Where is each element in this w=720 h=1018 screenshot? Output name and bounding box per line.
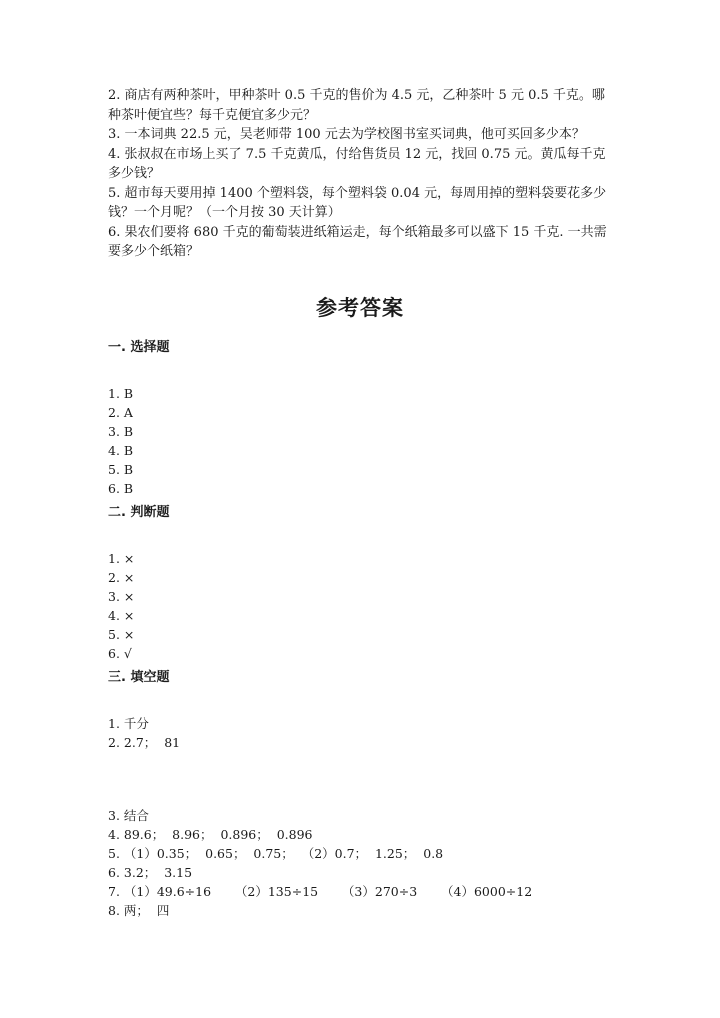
answer-item: 3. 结合 [108, 808, 149, 823]
answer-item: 3. × [108, 589, 135, 604]
answer-item: 6. √ [108, 646, 132, 661]
section-heading: 一. 选择题 [108, 340, 170, 355]
answer-item: 2. 2.7； 81 [108, 735, 181, 750]
answer-list [108, 806, 608, 920]
problem-3: 3. 一本词典 22.5 元，吴老师带 100 元去为学校图书室买词典，他可买回多少本？ [108, 127, 585, 142]
answer-item: 1. × [108, 551, 135, 566]
problem-4: 4. 张叔叔在市场上买了 7.5 千克黄瓜，付给售货员 12 元，找回 0.75 元。黄瓜每千克多少钱？ [108, 146, 606, 181]
problem-2: 2. 商店有两种茶叶，甲种茶叶 0.5 千克的售价为 4.5 元，乙种茶叶 5 元 0.5 千克。哪种茶叶便宜些？每千克便宜多少元？ [108, 88, 605, 123]
problem-6: 6. 果农们要将 680 千克的葡萄装进纸箱运走，每个纸箱最多可以盛下 15 千克. 一共需要多少个纸箱？ [108, 224, 607, 259]
answer-item: 1. 千分 [108, 716, 149, 731]
answer-list [108, 549, 608, 663]
word-problems [108, 86, 608, 262]
answer-item: 6. B [108, 481, 134, 496]
answer-item: 5. × [108, 627, 135, 642]
section-multiple-choice [108, 338, 608, 498]
answer-list [108, 714, 608, 752]
answer-item: 7. （1）49.6÷16 （2）135÷15 （3）270÷3 （4）6000÷12 [108, 884, 533, 899]
answer-item: 4. B [108, 443, 134, 458]
answer-item: 5. B [108, 462, 134, 477]
answer-item: 1. B [108, 386, 134, 401]
answer-item: 4. × [108, 608, 135, 623]
section-true-false [108, 503, 608, 663]
answer-list [108, 384, 608, 498]
problem-5: 5. 超市每天要用掉 1400 个塑料袋，每个塑料袋 0.04 元，每周用掉的塑料袋要花多少钱？一个月呢？（一个月按 30 天计算） [108, 185, 607, 220]
section-heading: 二. 判断题 [108, 505, 170, 520]
answer-item: 3. B [108, 424, 134, 439]
answer-item: 8. 两； 四 [108, 903, 170, 918]
answer-item: 2. A [108, 405, 133, 420]
answer-key-title: 参考答案 [316, 296, 404, 320]
section-fill-in-blank [108, 668, 608, 920]
section-heading: 三. 填空题 [108, 670, 170, 685]
answer-item: 5. （1）0.35； 0.65； 0.75； （2）0.7； 1.25； 0.8 [108, 846, 444, 861]
answer-item: 4. 89.6； 8.96； 0.896； 0.896 [108, 827, 313, 842]
answer-item: 2. × [108, 570, 135, 585]
answer-item: 6. 3.2； 3.15 [108, 865, 193, 880]
